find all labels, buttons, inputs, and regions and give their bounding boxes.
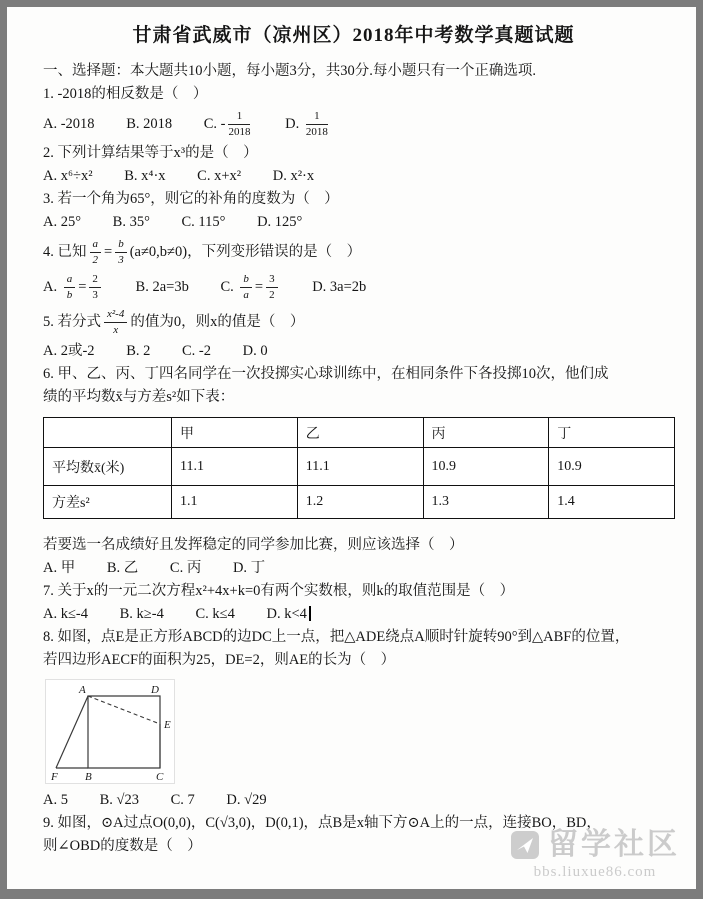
table-row <box>44 486 675 519</box>
q9-stem-line1: 9. 如图，⊙A过点O(0,0)，C(√3,0)，D(0,1)，点B是x轴下方⊙A上的一点，连接BO，BD， <box>43 815 601 831</box>
q5-stem-suffix: 的值为0，则x的值是（ ） <box>130 314 305 330</box>
q2-option-a: A. x⁶÷x² <box>43 168 93 184</box>
table-cell: 1.1 <box>172 486 298 519</box>
fraction-denominator: 3 <box>118 254 124 267</box>
section-header: 一、选择题：本大题共10小题，每小题3分，共30分.每小题只有一个正确选项. <box>43 63 536 79</box>
q4-option-a-prefix: A. <box>43 279 61 295</box>
q8-option-d: D. √29 <box>226 792 267 808</box>
q2-stem: 2. 下列计算结果等于x³的是（ ） <box>43 145 258 161</box>
q6-option-a: A. 甲 <box>43 560 76 576</box>
watermark-row <box>510 828 680 862</box>
q6-option-d: D. 丁 <box>232 560 266 576</box>
figure-label-b: B <box>85 771 92 783</box>
q5-option-b: B. 2 <box>126 343 151 359</box>
fraction <box>104 308 127 337</box>
scores-table <box>43 417 675 519</box>
q6-options <box>43 558 664 579</box>
q2-option-c: C. x+x² <box>197 168 242 184</box>
table-cell <box>44 418 172 448</box>
q1-options <box>43 107 664 141</box>
q1-option-c-prefix: C. - <box>203 116 226 132</box>
q6-option-b: B. 乙 <box>106 560 139 576</box>
fraction-numerator: 3 <box>266 273 278 288</box>
equals-sign: = <box>254 279 264 295</box>
fraction <box>115 238 127 267</box>
table-cell: 甲 <box>172 418 298 448</box>
q7-option-a: A. k≤-4 <box>43 606 89 622</box>
q4-stem <box>43 235 664 269</box>
table-cell: 方差s² <box>44 486 172 519</box>
watermark-text: 留学社区 <box>548 828 680 861</box>
q3-option-d: D. 125° <box>257 214 303 230</box>
fraction <box>266 273 278 302</box>
q6-option-c: C. 丙 <box>169 560 202 576</box>
q8-options <box>43 790 664 811</box>
equals-sign: = <box>78 279 87 295</box>
q8-figure <box>45 679 175 784</box>
q6-stem-line2: 绩的平均数x̄与方差s²如下表： <box>43 389 235 405</box>
q3-options <box>43 212 664 233</box>
q8-option-a: A. 5 <box>43 792 68 808</box>
q7-option-d-text: D. k<4 <box>266 606 307 622</box>
fraction-numerator: b <box>240 273 252 288</box>
figure-label-f: F <box>51 771 58 783</box>
table-cell: 11.1 <box>172 448 298 486</box>
q8-option-b: B. √23 <box>99 792 139 808</box>
q5-options <box>43 341 664 362</box>
table-cell: 丙 <box>423 418 549 448</box>
fraction <box>240 273 252 302</box>
q1-stem: 1. -2018的相反数是（ ） <box>43 86 208 102</box>
fraction-numerator: 1 <box>306 110 328 125</box>
q8-option-c: C. 7 <box>170 792 195 808</box>
watermark <box>510 828 680 881</box>
q5-stem-prefix: 5. 若分式 <box>43 314 101 330</box>
fraction-numerator: a <box>90 238 102 253</box>
square-rotation-diagram <box>46 680 174 783</box>
page-title: 甘肃省武威市（凉州区）2018年中考数学真题试题 <box>132 25 575 46</box>
table-cell: 1.4 <box>549 486 675 519</box>
table-cell: 10.9 <box>423 448 549 486</box>
fraction-numerator: 2 <box>89 273 101 288</box>
q4-option-d: D. 3a=2b <box>312 279 367 295</box>
q4-option-c <box>220 270 280 304</box>
q9-stem-line2: 则∠OBD的度数是（ ） <box>43 838 202 854</box>
figure-label-c: C <box>156 771 164 783</box>
q4-option-a <box>43 270 104 304</box>
q8-stem-line1: 8. 如图，点E是正方形ABCD的边DC上一点，把△ADE绕点A顺时针旋转90°到△ABF的位置， <box>43 629 630 645</box>
q2-option-b: B. x⁴·x <box>124 168 166 184</box>
q6-followup: 若要选一名成绩好且发挥稳定的同学参加比赛，则应该选择（ ） <box>43 537 464 553</box>
q7-options <box>43 604 664 625</box>
fraction-denominator: x <box>113 324 119 337</box>
fraction <box>90 238 102 267</box>
q7-option-d <box>267 604 311 625</box>
table-cell: 1.2 <box>297 486 423 519</box>
fraction-denominator: 3 <box>92 289 98 302</box>
table-cell: 1.3 <box>423 486 549 519</box>
document-page <box>7 7 696 889</box>
q5-stem <box>43 305 664 339</box>
table-cell: 10.9 <box>549 448 675 486</box>
fraction-numerator: a <box>64 273 76 288</box>
table-cell: 乙 <box>297 418 423 448</box>
figure-label-e: E <box>164 719 171 731</box>
text-cursor <box>309 606 311 621</box>
liuxue-logo-icon <box>510 830 540 860</box>
fraction-numerator: b <box>115 238 127 253</box>
fraction-denominator: 2 <box>92 254 98 267</box>
q7-option-c: C. k≤4 <box>195 606 235 622</box>
q5-option-d: D. 0 <box>242 343 268 359</box>
q1-option-d <box>285 107 331 141</box>
fraction-numerator: 1 <box>228 110 250 125</box>
figure-label-a: A <box>79 684 86 696</box>
q4-stem-prefix: 4. 已知 <box>43 244 87 260</box>
q3-option-a: A. 25° <box>43 214 82 230</box>
fraction <box>89 273 101 302</box>
fraction-denominator: 2018 <box>228 126 251 139</box>
q2-option-d: D. x²·x <box>272 168 315 184</box>
q6-stem-line1: 6. 甲、乙、丙、丁四名同学在一次投掷实心球训练中，在相同条件下各投掷10次，他们成 <box>43 366 609 382</box>
table-cell: 丁 <box>549 418 675 448</box>
q4-options <box>43 270 664 304</box>
fraction-denominator: 2018 <box>305 126 328 139</box>
fraction-denominator: a <box>243 289 249 302</box>
q8-stem-line2: 若四边形AECF的面积为25，DE=2，则AE的长为（ ） <box>43 652 396 668</box>
q1-option-d-prefix: D. <box>285 116 303 132</box>
q3-stem: 3. 若一个角为65°，则它的补角的度数为（ ） <box>43 191 339 207</box>
equals-sign: = <box>104 244 113 260</box>
q7-stem: 7. 关于x的一元二次方程x²+4x+k=0有两个实数根，则k的取值范围是（ ） <box>43 583 515 599</box>
q4-option-b: B. 2a=3b <box>135 279 189 295</box>
table-header-row <box>44 418 675 448</box>
table-cell: 11.1 <box>297 448 423 486</box>
q3-option-c: C. 115° <box>181 214 226 230</box>
fraction <box>306 110 328 139</box>
q1-option-a: A. -2018 <box>43 116 95 132</box>
q1-option-b: B. 2018 <box>126 116 173 132</box>
table-row <box>44 448 675 486</box>
fraction-numerator: x²-4 <box>104 308 127 323</box>
q4-stem-suffix: (a≠0,b≠0)，下列变形错误的是（ ） <box>129 244 362 260</box>
fraction <box>228 110 250 139</box>
q2-options <box>43 166 664 187</box>
table-cell: 平均数x̄(米) <box>44 448 172 486</box>
fraction <box>64 273 76 302</box>
q1-option-c <box>204 107 254 141</box>
fraction-denominator: b <box>66 289 73 302</box>
q5-option-c: C. -2 <box>181 343 211 359</box>
fraction-denominator: 2 <box>269 289 275 302</box>
q3-option-b: B. 35° <box>112 214 150 230</box>
figure-label-d: D <box>151 684 159 696</box>
q7-option-b: B. k≥-4 <box>119 606 164 622</box>
watermark-url: bbs.liuxue86.com <box>533 864 657 880</box>
q5-option-a: A. 2或-2 <box>43 343 95 359</box>
q4-option-c-prefix: C. <box>220 279 238 295</box>
